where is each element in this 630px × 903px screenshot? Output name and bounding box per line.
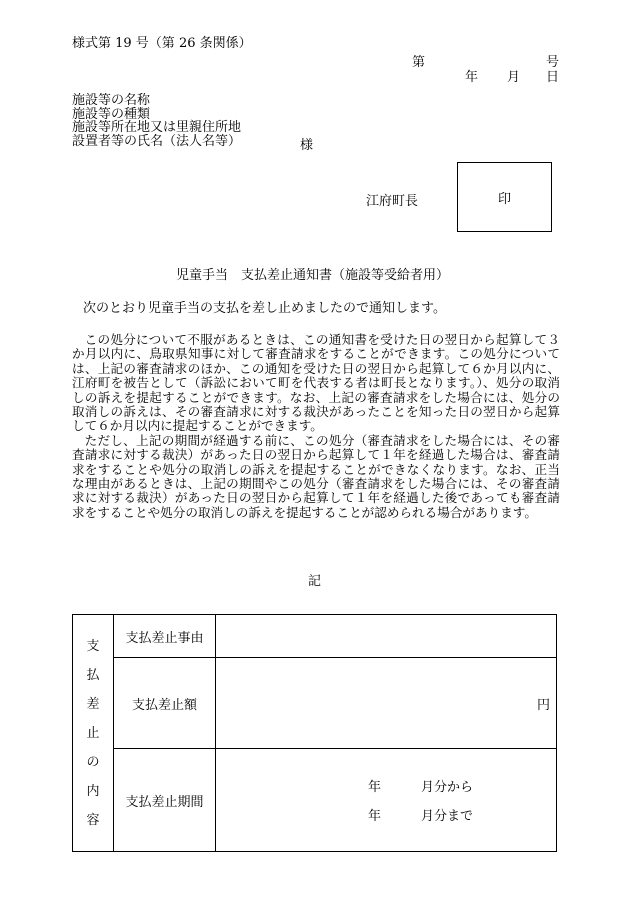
side-char: 止 (86, 725, 100, 741)
period-to-month: 月分まで (421, 809, 474, 824)
period-from-year: 年 (368, 780, 382, 795)
amount-value (216, 658, 557, 749)
details-table (72, 614, 557, 852)
side-char: 内 (86, 783, 100, 799)
side-char: 容 (86, 812, 100, 828)
side-char: の (86, 754, 100, 770)
operator-name-label: 設置者等の氏名（法人名等） (72, 133, 242, 149)
period-value (216, 749, 557, 852)
notice-paragraph-1: この処分について不服があるときは、この通知書を受けた日の翌日から起算して３か月以内に、鳥取県知事に対して審査請求をすることができます。この処分については、上記の審査請求のほか、この通知を受けた日の翌日から起算して６か月以内に、江府町を被告として（訴訟において町を代表する者は町長となります。）、処分の取消しの訴えを提起することができます。なお、上記の審査請求をした場合には、処分の取消しの訴えは、その審査請求に対する裁決があったことを知った日の翌日から起算して６か月以内に提起することができます。 (72, 332, 560, 434)
honorific: 様 (300, 138, 314, 153)
notice-paragraph-2: ただし、上記の期間が経過する前に、この処分（審査請求をした場合には、その審査請求に対する裁決）があった日の翌日から起算して１年を経過した場合は、審査請求をすることや処分の取消しの訴えを提起することができなくなります。なお、正当な理由があるときは、上記の期間やこの処分（審査請求をした場合には、その審査請求に対する裁決）があった日の翌日から起算して１年を経過した後であっても審査請求をすることや処分の取消しの訴えを提起することが認められる場合があります。 (72, 432, 560, 520)
reason-label: 支払差止事由 (114, 615, 216, 658)
sender-title: 江府町長 (366, 194, 419, 209)
reason-value (216, 615, 557, 658)
period-to-year: 年 (368, 809, 382, 824)
seal-box (457, 162, 552, 232)
form-number: 様式第 19 号（第 26 条関係） (72, 36, 252, 51)
side-char: 払 (86, 667, 100, 683)
notice-body (72, 333, 560, 520)
period-label: 支払差止期間 (114, 749, 216, 852)
facility-type-label: 施設等の種類 (72, 106, 151, 122)
date-day: 日 (546, 70, 560, 85)
side-label (73, 615, 114, 852)
intro-text: 次のとおり児童手当の支払を差し止めましたので通知します。 (83, 301, 446, 316)
period-from-month: 月分から (421, 780, 474, 795)
side-char: 支 (86, 638, 100, 654)
seal-label: 印 (497, 191, 511, 207)
doc-number-prefix: 第 (412, 55, 426, 70)
document-title: 児童手当 支払差止通知書（施設等受給者用） (176, 268, 450, 283)
date-month: 月 (507, 70, 521, 85)
facility-address-label: 施設等所在地又は里親住所地 (72, 120, 242, 135)
amount-label: 支払差止額 (114, 658, 216, 749)
doc-number-suffix: 号 (546, 55, 560, 70)
ki-heading: 記 (308, 574, 322, 589)
recipient-fields (72, 94, 241, 148)
amount-unit: 円 (536, 697, 550, 713)
facility-name-label: 施設等の名称 (72, 93, 151, 108)
date-year: 年 (465, 70, 479, 85)
side-char: 差 (86, 696, 100, 712)
